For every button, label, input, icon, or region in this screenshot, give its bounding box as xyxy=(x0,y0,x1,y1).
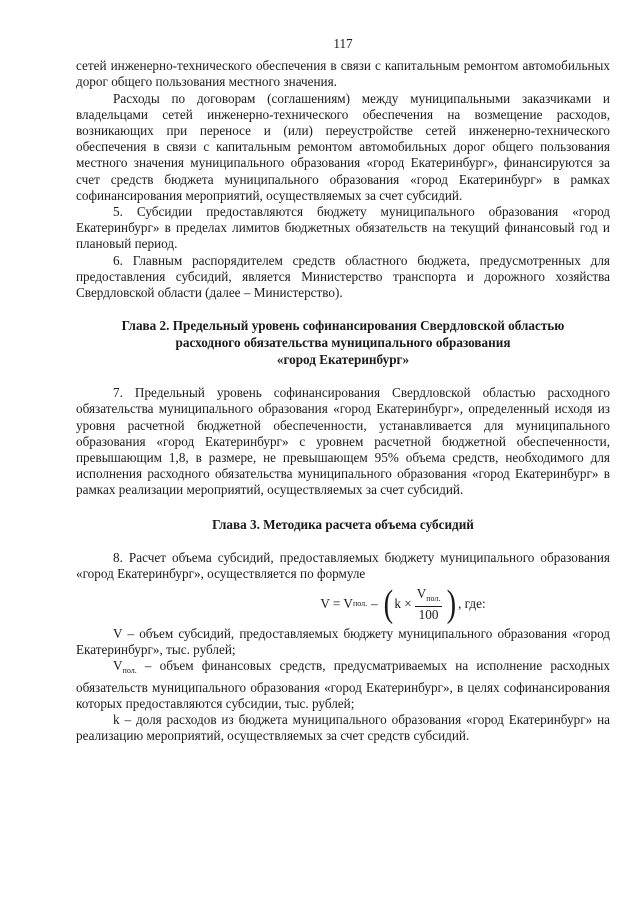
chapter-2-heading xyxy=(76,317,610,368)
paragraph-6: 6. Главным распорядителем средств областного бюджета, предусмотренных для предоставления субсидий, является Министерство транспорта и дорожного хозяйства Свердловской области (далее – Министерство). xyxy=(76,252,610,301)
definition-k: k – доля расходов из бюджета муниципального образования «город Екатеринбург» на реализацию мероприятий, осуществляемых за счет средств субсидий. xyxy=(76,712,610,744)
paragraph-8: 8. Расчет объема субсидий, предоставляемых бюджету муниципального образования «город Екатеринбург», осуществляется по формуле xyxy=(76,549,610,581)
paragraph-7: 7. Предельный уровень софинансирования Свердловской областью расходного обязательства муниципального образования «город Екатеринбург», определенный исходя из уровня расчетной бюджетной обеспеченности, устанавливается для муниципального образования «город Екатеринбург» с уровнем расчетной бюджетной обеспеченности, превышающим 1,8, в размере, не превышающем 95% объема средств, необходимого для исполнения расходного обязательства муниципального образования «город Екатеринбург» в рамках реализации мероприятий, осуществляемых за счет субсидий. xyxy=(76,385,610,498)
chapter-2-heading-line: Глава 2. Предельный уровень софинансирования Свердловской областью xyxy=(121,318,565,334)
definition-vpol: $V_{пол.}$ – объем финансовых средств, предусматриваемых на исполнение расходных обязательств муниципального образования «город Екатеринбург», в целях софинансирования которых предоставляются субсидии, тыс. рублей; xyxy=(76,658,610,711)
fraction-numerator: $V_{пол.}$ xyxy=(415,586,443,607)
left-paren: ( xyxy=(383,583,393,626)
fraction-denominator: 100 xyxy=(418,606,439,622)
chapter-2-heading-line: «город Екатеринбург» xyxy=(276,352,410,368)
formula-subscript: пол. xyxy=(352,598,368,608)
formula-tail: , где: xyxy=(458,595,486,611)
document-page xyxy=(76,36,610,745)
right-paren: ) xyxy=(446,583,457,626)
paragraph-continuation: сетей инженерно-технического обеспечения в связи с капитальным ремонтом автомобильных дорог общего пользования местного значения. xyxy=(76,58,610,90)
page-number: 117 xyxy=(333,36,353,51)
formula-minus: – xyxy=(371,595,378,611)
chapter-3-heading: Глава 3. Методика расчета объема субсидий xyxy=(212,516,474,532)
paragraph-5: 5. Субсидии предоставляются бюджету муниципального образования «город Екатеринбург» в пределах лимитов бюджетных обязательств на текущий финансовый год и плановый период. xyxy=(76,204,610,252)
paragraph-expenses: Расходы по договорам (соглашениям) между муниципальными заказчиками и владельцами сетей инженерно-технического обеспечения на возмещение расходов, возникающих при переносе и (или) переустройстве сетей инженерно-технического обеспечения в связи с капитальным ремонтом автомобильных дорог общего пользования местного значения муниципального образования «город Екатеринбург», финансируются за счет средств бюджета муниципального образования «город Екатеринбург» в рамках софинансирования мероприятий, осуществляемых за счет субсидий. xyxy=(76,90,610,203)
formula-lhs: V = V xyxy=(320,595,353,611)
chapter-2-heading-line: расходного обязательства муниципального образования xyxy=(175,335,511,351)
definition-v: V – объем субсидий, предоставляемых бюджету муниципального образования «город Екатеринбург», тыс. рублей; xyxy=(76,626,610,658)
subsidy-formula xyxy=(196,582,610,626)
formula-k: k × xyxy=(394,595,412,611)
formula-fraction xyxy=(415,586,443,623)
